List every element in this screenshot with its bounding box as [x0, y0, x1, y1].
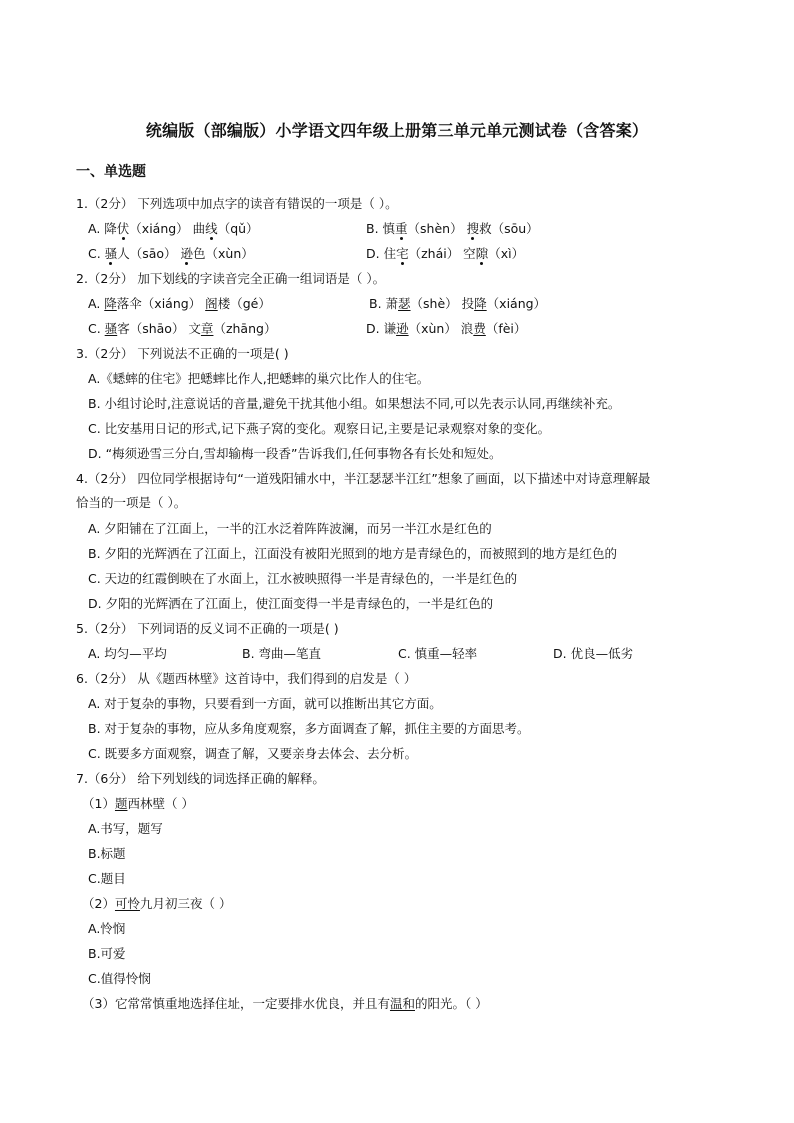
question-7-sub-2: （2）可怜九月初三夜（ ）: [82, 896, 232, 911]
question-1-option-a: A. 降伏（xiáng） 曲线（qǔ）: [88, 221, 259, 236]
question-6-option-a: A. 对于复杂的事物，只要看到一方面，就可以推断出其它方面。: [88, 696, 442, 711]
question-3-option-a: A.《蟋蟀的住宅》把蟋蟀比作人,把蟋蟀的巢穴比作人的住宅。: [88, 371, 430, 386]
section-heading: 一、单选题: [76, 164, 146, 180]
question-5-option-a: A. 均匀—平均: [88, 646, 167, 661]
question-3-option-d: D. “梅须逊雪三分白,雪却输梅一段香”告诉我们,任何事物各有长处和短处。: [88, 446, 502, 461]
question-3-option-b: B. 小组讨论时,注意说话的音量,避免干扰其他小组。如果想法不同,可以先表示认同,再继续补充。: [88, 396, 621, 411]
question-2-stem: 2.（2分） 加下划线的字读音完全正确一组词语是（ ）。: [76, 271, 386, 286]
question-4-option-b: B. 夕阳的光辉洒在了江面上，江面没有被阳光照到的地方是青绿色的，而被照到的地方是红色的: [88, 546, 618, 561]
question-4-stem-line-2: 恰当的一项是（ ）。: [76, 495, 187, 510]
question-7-sub-1-option-b: B.标题: [88, 846, 126, 861]
question-6-option-c: C. 既要多方面观察，调查了解，又要亲身去体会、去分析。: [88, 746, 418, 761]
question-7-sub-2-option-b: B.可爱: [88, 946, 126, 961]
question-7-sub-2-option-c: C.值得怜悯: [88, 971, 151, 986]
question-3-stem: 3.（2分） 下列说法不正确的一项是( ): [76, 346, 289, 361]
question-2-option-b: B. 萧瑟（shè） 投降（xiáng）: [369, 296, 547, 311]
question-5-option-c: C. 慎重—轻率: [398, 646, 478, 661]
question-5-option-b: B. 弯曲—笔直: [242, 646, 322, 661]
question-4-option-d: D. 夕阳的光辉洒在了江面上，使江面变得一半是青绿色的，一半是红色的: [88, 596, 494, 611]
question-7-sub-1-option-a: A.书写，题写: [88, 821, 163, 836]
question-7-sub-3: （3）它常常慎重地选择住址，一定要排水优良，并且有温和的阳光。（ ）: [82, 996, 488, 1011]
question-4-option-a: A. 夕阳铺在了江面上，一半的江水泛着阵阵波澜，而另一半江水是红色的: [88, 521, 492, 536]
question-7-sub-1-option-c: C.题目: [88, 871, 126, 886]
question-7-sub-1: （1）题西林壁（ ）: [82, 796, 194, 811]
question-1-stem: 1.（2分） 下列选项中加点字的读音有错误的一项是（ ）。: [76, 196, 398, 211]
question-7-sub-2-option-a: A.怜悯: [88, 921, 126, 936]
question-1-option-d: D. 住宅（zhái） 空隙（xì）: [366, 246, 525, 261]
question-2-option-c: C. 骚客（shāo） 文章（zhāng）: [88, 321, 277, 336]
question-1-option-b: B. 慎重（shèn） 搜救（sōu）: [366, 221, 539, 236]
question-4-option-c: C. 天边的红霞倒映在了水面上，江水被映照得一半是青绿色的，一半是红色的: [88, 571, 518, 586]
question-3-option-c: C. 比安基用日记的形式,记下燕子窝的变化。观察日记,主要是记录观察对象的变化。: [88, 421, 551, 436]
question-4-stem-line-1: 4.（2分） 四位同学根据诗句“一道残阳铺水中，半江瑟瑟半江红”想象了画面，以下描述中对诗意理解最: [76, 471, 651, 486]
question-5-option-d: D. 优良—低劣: [553, 646, 634, 661]
question-1-option-c: C. 骚人（sāo） 逊色（xùn）: [88, 246, 254, 261]
question-7-stem: 7.（6分） 给下列划线的词选择正确的解释。: [76, 771, 325, 786]
question-2-option-a: A. 降落伞（xiáng） 阁楼（gé）: [88, 296, 271, 311]
question-6-stem: 6.（2分） 从《题西林壁》这首诗中，我们得到的启发是（ ）: [76, 671, 417, 686]
question-2-option-d: D. 谦逊（xùn） 浪费（fèi）: [366, 321, 527, 336]
page-title: 统编版（部编版）小学语文四年级上册第三单元单元测试卷（含答案）: [145, 121, 649, 140]
question-6-option-b: B. 对于复杂的事物，应从多角度观察，多方面调查了解，抓住主要的方面思考。: [88, 721, 530, 736]
question-5-stem: 5.（2分） 下列词语的反义词不正确的一项是( ): [76, 621, 339, 636]
